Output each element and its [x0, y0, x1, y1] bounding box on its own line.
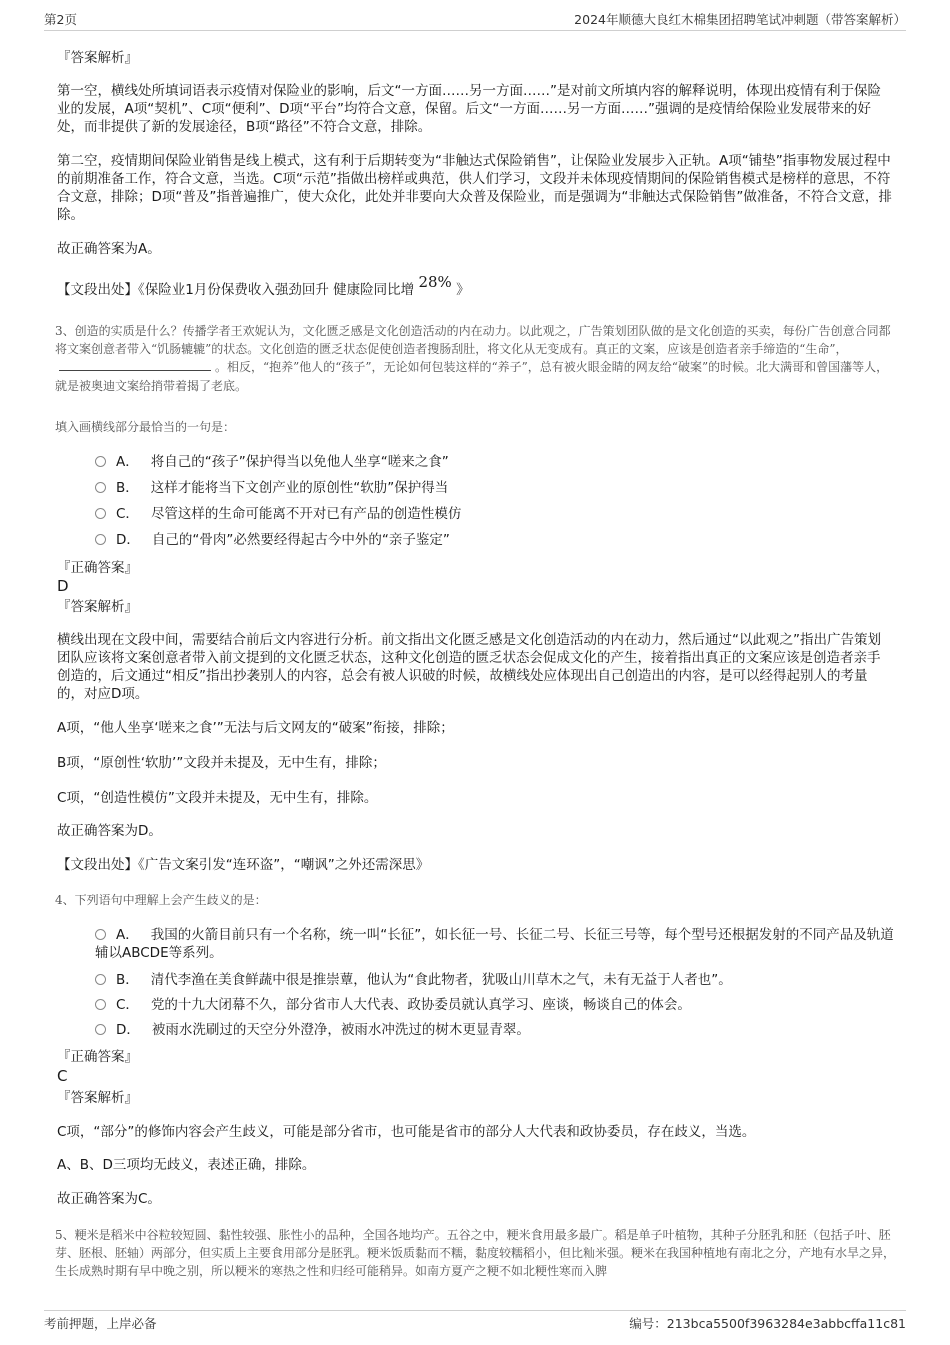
option-key: B．: [116, 972, 139, 988]
option-text: 清代李渔在美食鲜蔬中很是推崇蕈，他认为“食此物者，犹吸山川草木之气，未有无益于人者也”。: [150, 972, 732, 988]
q3-conclusion: 故正确答案为D。: [57, 823, 162, 839]
q5-stem: 5、粳米是稻米中谷粒较短圆、黏性较强、胀性小的品种，全国各地均产。五谷之中，粳米食用最多最广。稻是单子叶植物，其种子分胚乳和胚（包括子叶、胚芽、胚根、胚轴）两部分，但实质上主要食用部分是胚乳。粳米饭质黏而不糯，黏度较糯稻小，但比籼米强。粳米在我国种植地有南北之分，产地有水旱之异，生长成熟时期有早中晚之别，所以粳米的寒热之性和归经可能稍异。如南方夏产之粳不如北粳性寒而入脾: [55, 1228, 896, 1279]
q3-answer: D: [57, 577, 69, 595]
option-text: 将自己的“孩子”保护得当以免他人坐享“嗟来之食”: [150, 454, 449, 470]
q3-analysis-label: 『答案解析』: [57, 599, 138, 615]
q4-analysis-paragraph-1: C项，“部分”的修饰内容会产生歧义，可能是部分省市，也可能是省市的部分人大代表和政协委员，存在歧义，当选。: [57, 1124, 756, 1140]
page-footer: [44, 1310, 906, 1334]
q3-option-d[interactable]: [95, 531, 895, 549]
q4-answer-label: 『正确答案』: [57, 1049, 138, 1065]
page-header: [44, 10, 906, 31]
q2-source-end: 》: [456, 282, 470, 298]
q4-option-c[interactable]: [95, 996, 895, 1014]
q4-option-d[interactable]: [95, 1021, 895, 1039]
q2-analysis-paragraph-1: 第一空，横线处所填词语表示疫情对保险业的影响，后文“一方面……另一方面……”是对前文所填内容的解释说明，体现出疫情有利于保险业的发展，A项“契机”、C项“便利”、D项“平台”均符合文意，保留。后文“一方面……另一方面……”强调的是疫情给保险业发展带来的好处，而非提供了新的发展途径，B项“路径”不符合文意，排除。: [57, 83, 881, 135]
q3-option-c[interactable]: [95, 505, 895, 523]
q3-analysis-option-c: C项，“创造性模仿”文段并未提及，无中生有，排除。: [57, 790, 378, 806]
q3-option-a[interactable]: [95, 453, 895, 471]
q3-analysis-option-b: B项，“原创性‘软肋’”文段并未提及，无中生有，排除；: [57, 755, 386, 771]
q2-source-label: 【文段出处】: [57, 282, 138, 298]
q4-answer: C: [57, 1067, 68, 1085]
option-text: 尽管这样的生命可能离不开对已有产品的创造性模仿: [150, 506, 462, 522]
radio-button-icon[interactable]: [95, 508, 106, 519]
q2-source: [57, 273, 893, 299]
option-key: D．: [116, 1022, 140, 1038]
page-number: 第2页: [44, 12, 77, 27]
q3-option-b[interactable]: [95, 479, 895, 497]
q4-analysis-paragraph-2: A、B、D三项均无歧义，表述正确，排除。: [57, 1157, 316, 1173]
q2-analysis-label: 『答案解析』: [57, 50, 138, 66]
q2-source-text: 《保险业1月份保费收入强劲回升 健康险同比增: [138, 282, 415, 298]
radio-button-icon[interactable]: [95, 1024, 106, 1035]
option-key: C．: [116, 997, 139, 1013]
q3-analysis-paragraph: 横线出现在文段中间，需要结合前后文内容进行分析。前文指出文化匮乏感是文化创造活动的内在动力，然后通过“以此观之”指出广告策划团队应该将文案创意者带入前文提到的文化匮乏状态，这种文化创造的匮乏状态会促成文化的产生，接着指出真正的文案应该是创造者亲手创造的，后文通过“相反”指出抄袭别人的内容，总会有被人识破的时候，故横线处应体现出自己创造出的内容，是可以经得起别人的考量的，对应D项。: [57, 632, 881, 702]
q4-option-b[interactable]: [95, 971, 895, 989]
document-title: 2024年顺德大良红木棉集团招聘笔试冲刺题（带答案解析）: [574, 12, 906, 27]
q3-source-label: 【文段出处】: [57, 857, 138, 873]
option-text: 自己的“骨肉”必然要经得起古今中外的“亲子鉴定”: [151, 532, 450, 548]
q4-stem: 4、下列语句中理解上会产生歧义的是：: [55, 893, 267, 907]
q3-answer-label: 『正确答案』: [57, 560, 138, 576]
q3-answer-blank: [59, 358, 211, 371]
footer-slogan: 考前押题，上岸必备: [44, 1316, 157, 1331]
radio-button-icon[interactable]: [95, 456, 106, 467]
option-text: 我国的火箭目前只有一个名称，统一叫“长征”，如长征一号、长征二号、长征三号等，每个型号还根据发射的不同产品及轨道辅以ABCDE等系列。: [95, 927, 894, 961]
option-key: B．: [116, 480, 139, 496]
q2-analysis-paragraph-2: 第二空，疫情期间保险业销售是线上模式，这有利于后期转变为“非触达式保险销售”，让保险业发展步入正轨。A项“铺垫”指事物发展过程中的前期准备工作，符合文意，当选。C项“示范”指做出榜样或典范，供人们学习，文段并未体现疫情期间的保险销售模式是榜样的意思，不符合文意，排除；D项“普及”指普遍推广，使大众化，此处并非要向大众普及保险业，而是强调为“非触达式保险销售”做准备，不符合文意，排除。: [57, 153, 892, 223]
q3-analysis-option-a: A项，“他人坐享‘嗟来之食’”无法与后文网友的“破案”衔接，排除；: [57, 720, 454, 736]
radio-button-icon[interactable]: [95, 929, 106, 940]
radio-button-icon[interactable]: [95, 482, 106, 493]
document-id: 编号：213bca5500f3963284e3abbcffa11c81: [629, 1316, 906, 1331]
q3-stem-part-2: 。相反，“抱养”他人的“孩子”，无论如何包装这样的“养子”，总有被火眼金睛的网友给“破案”的时候。北大满哥和曾国藩等人，就是被奥迪文案给捎带着揭了老底。: [55, 360, 889, 393]
q4-analysis-label: 『答案解析』: [57, 1090, 138, 1106]
q2-conclusion: 故正确答案为A。: [57, 241, 161, 257]
option-text: 被雨水洗刷过的天空分外澄净，被雨水冲洗过的树木更显青翠。: [151, 1022, 530, 1038]
q2-source-percent: 28%: [418, 273, 452, 291]
q3-prompt: 填入画横线部分最恰当的一句是：: [55, 420, 236, 434]
q4-conclusion: 故正确答案为C。: [57, 1191, 161, 1207]
option-text: 这样才能将当下文创产业的原创性“软肋”保护得当: [150, 480, 449, 496]
option-key: D．: [116, 532, 140, 548]
option-text: 党的十九大闭幕不久，部分省市人大代表、政协委员就认真学习、座谈，畅谈自己的体会。: [150, 997, 691, 1013]
q3-stem: [55, 322, 895, 395]
q3-source-text: 《广告文案引发“连环盗”，“嘲讽”之外还需深思》: [138, 857, 430, 873]
q3-stem-part-1: 3、创造的实质是什么？传播学者王欢妮认为，文化匮乏感是文化创造活动的内在动力。以此观之，广告策划团队做的是文化创造的买卖，每份广告创意合同都将文案创意者带入“饥肠辘辘”的状态。文化创造的匮乏状态促使创造者搜肠刮肚，将文化从无变成有。真正的文案，应该是创造者亲手缔造的“生命”，: [55, 324, 891, 357]
option-key: A．: [116, 927, 139, 943]
radio-button-icon[interactable]: [95, 974, 106, 985]
option-key: C．: [116, 506, 139, 522]
q3-source: [57, 856, 893, 874]
radio-button-icon[interactable]: [95, 999, 106, 1010]
q4-option-a[interactable]: [95, 926, 895, 962]
option-key: A．: [116, 454, 139, 470]
radio-button-icon[interactable]: [95, 534, 106, 545]
